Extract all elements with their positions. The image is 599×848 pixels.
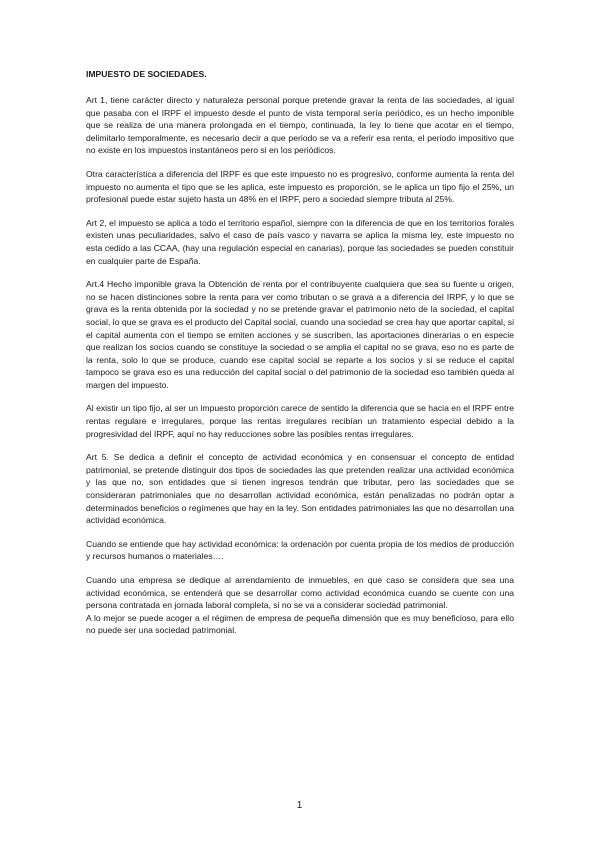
paragraph-progressivity: Otra característica a diferencia del IRPF es que este impuesto no es progresivo, conforme aumenta la renta del impuesto no aumenta el tipo que se les aplica, este impuesto es proporción, se le aplica un tipo fijo el 25%, un profesional puede estar sujeto hasta un 48% en el IRPF, pero a sociedad siempre tributa al 25%. [86,168,514,205]
paragraph-art-4: Art.4 Hecho imponible grava la Obtención de renta por el contribuyente cualquiera que sea su fuente u origen, no se hacen distinciones sobre la renta para ver como tributan o se grava a a diferencia del IRPF, y lo que se grava es la renta obtenida por la sociedad y no se pretende gravar el patrimonio neto de la sociedad, el capital social, lo que se grava es el producto del Capital social, cuando una sociedad se crea hay que aportar capital, si el capital aumenta con el tiempo se emiten acciones y se suscriben, las aportaciones dinerarias o en especie que realizan los socios cuando se constituye la sociedad o se amplia el capital no se grava, eso no es parte de la renta, solo lo que se produce, cuando ese capital social se reparte a los socios y si se reduce el capital tampoco se grava eso es una reducción del capital social o del patrimonio de la sociedad eso también queda al margen del impuesto. [86,279,514,390]
paragraph-small-company: A lo mejor se puede acoger a el régimen de empresa de pequeña dimensión que es muy beneficioso, para ello no puede ser una sociedad patrimonial. [86,612,514,636]
paragraph-economic-activity: Cuando se entiende que hay actividad económica: la ordenación por cuenta propia de los medios de producción y recursos humanos o materiales…. [86,538,514,562]
page-number: 1 [296,800,303,811]
paragraph-real-estate: Cuando una empresa se dedique al arrendamiento de inmuebles, en que caso se considera que sea una actividad económica, se entenderá que se desarrollar como actividad económica cuando se cuente con una persona contratada en jornada laboral completa, si no se va a considerar sociedad patrimonial. [86,575,514,611]
paragraph-art-2: Art 2, el impuesto se aplica a todo el territorio español, siempre con la diferencia de que en los territorios forales existen unas peculiaridades, salvo el caso de país vasco y navarra se aplica la misma ley, este impuesto no esta cedido a las CCAA, (hay una regulación especial en canarias), porque las sociedades se pueden constituir en cualquier parte de España. [86,217,514,266]
paragraph-art-5: Art 5. Se dedica a definir el concepto de actividad económica y en consensuar el concepto de entidad patrimonial, se pretende distinguir dos tipos de sociedades las que pretenden realizar una actividad económica y las que no, son entidades que si tienen ingresos tendrán que tributar, pero las sociedades que se consideraran patrimoniales que no desarrollan actividad económica, están penalizadas no podrán optar a determinados beneficios o regímenes que hay en la ley. Son entidades patrimoniales las que no desarrollan una actividad económica. [86,452,514,526]
paragraph-art-1: Art 1, tiene carácter directo y naturaleza personal porque pretende gravar la renta de las sociedades, al igual que pasaba con el IRPF el impuesto desde el punto de vista temporal sería periódico, es un hecho imponible que se realiza de una manera prolongada en el tiempo, continuada, la ley lo tiene que acotar en el tiempo, delimitarlo temporalmente, es necesario decir a que periodo se va a referir esa renta, el periodo impositivo que no existe en los impuestos instantáneos pero si en los periódicos. [86,95,514,156]
paragraph-fixed-rate: Al existir un tipo fijo, al ser un impuesto proporción carece de sentido la diferencia que se hacia en el IRPF entre rentas regulare e irregulares, porque las rentas irregulares recibían un tratamiento especial debido a la progresividad del IRPF, aquí no hay reducciones sobre las posibles rentas irregulares. [86,403,514,439]
document-title: IMPUESTO DE SOCIEDADES. [86,69,207,79]
document-page [86,68,514,648]
